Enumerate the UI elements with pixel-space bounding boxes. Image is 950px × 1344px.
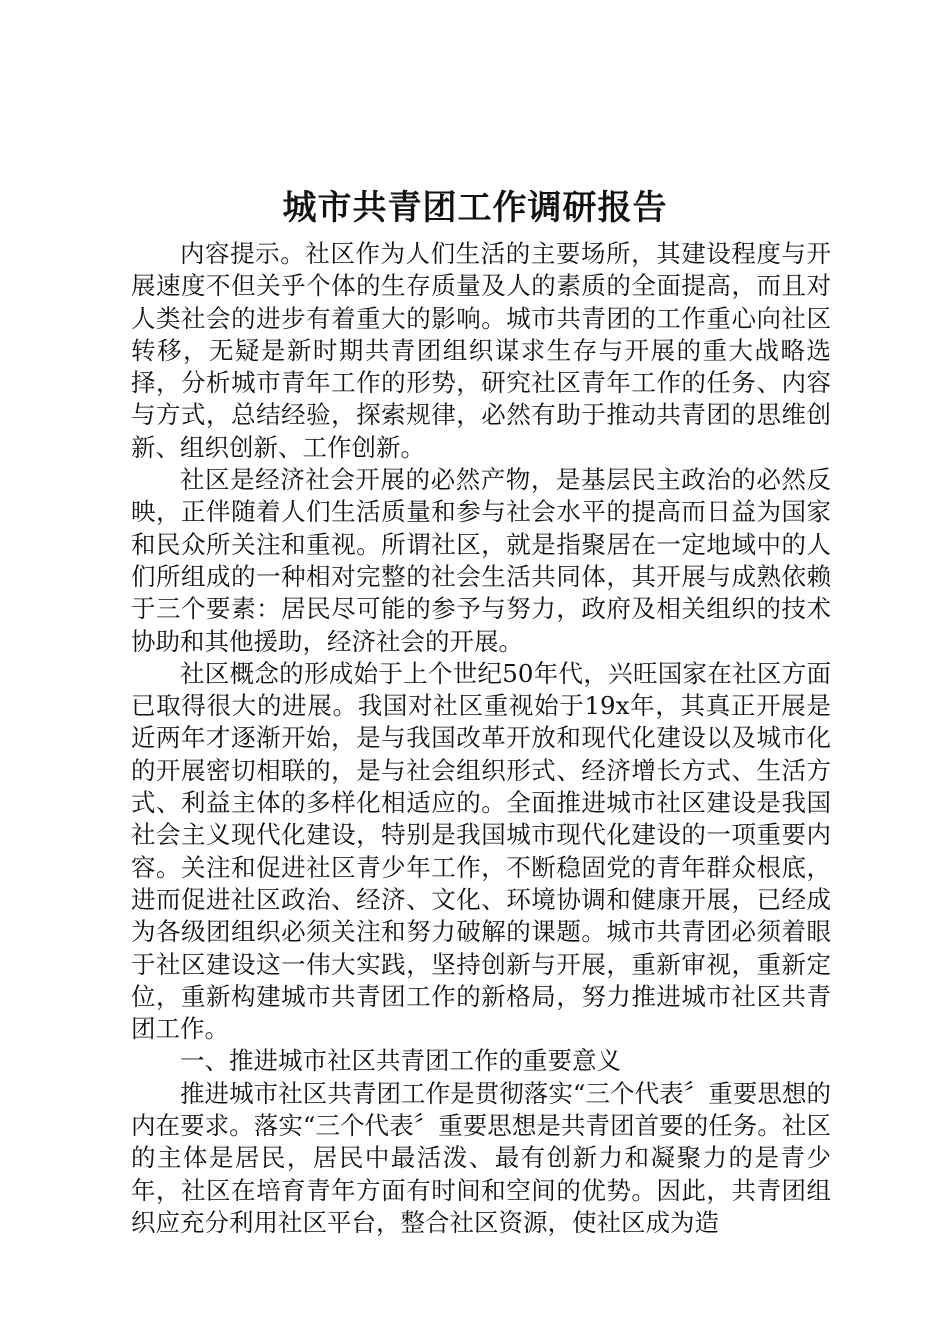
section-heading-significance: 一、推进城市社区共青团工作的重要意义 — [180, 1046, 621, 1076]
paragraph-summary: 内容提示。社区作为人们生活的主要场所，其建设程度与开展速度不但关乎个体的生存质量及人的素质的全面提高，而且对人类社会的进步有着重大的影响。城市共青团的工作重心向社区转移，无疑是新时期共青团组织谋求生存与开展的重大战略选择，分析城市青年工作的形势，研究社区青年工作的任务、内容与方式，总结经验，探索规律，必然有助于推动共青团的思维创新、组织创新、工作创新。 — [131, 239, 831, 462]
document-body — [131, 238, 831, 1239]
paragraph-three-represents: 推进城市社区共青团工作是贯彻落实“三个代表〞重要思想的内在要求。落实“三个代表〞重要思想是共青团首要的任务。社区的主体是居民，居民中最活泼、最有创新力和凝聚力的是青少年，社区在培育青年方面有时间和空间的优势。因此，共青团组织应充分利用社区平台，整合社区资源，使社区成为造 — [131, 1078, 831, 1237]
paragraph-community-history: 社区概念的形成始于上个世纪50年代，兴旺国家在社区方面已取得很大的进展。我国对社区重视始于19x年，其真正开展是近两年才逐渐开始，是与我国改革开放和现代化建设以及城市化的开展密切相联的，是与社会组织形式、经济增长方式、生活方式、利益主体的多样化相适应的。全面推进城市社区建设是我国社会主义现代化建设，特别是我国城市现代化建设的一项重要内容。关注和促进社区青少年工作，不断稳固党的青年群众根底，进而促进社区政治、经济、文化、环境协调和健康开展，已经成为各级团组织必须关注和努力破解的课题。城市共青团必须着眼于社区建设这一伟大实践，坚持创新与开展，重新审视，重新定位，重新构建城市共青团工作的新格局，努力推进城市社区共青团工作。 — [131, 658, 831, 1044]
document-title: 城市共青团工作调研报告 — [282, 188, 668, 228]
paragraph-community-definition: 社区是经济社会开展的必然产物，是基层民主政治的必然反映，正伴随着人们生活质量和参与社会水平的提高而日益为国家和民众所关注和重视。所谓社区，就是指聚居在一定地域中的人们所组成的一种相对完整的社会生活共同体，其开展与成熟依赖于三个要素：居民尽可能的参予与努力，政府及相关组织的技术协助和其他援助，经济社会的开展。 — [131, 465, 831, 656]
